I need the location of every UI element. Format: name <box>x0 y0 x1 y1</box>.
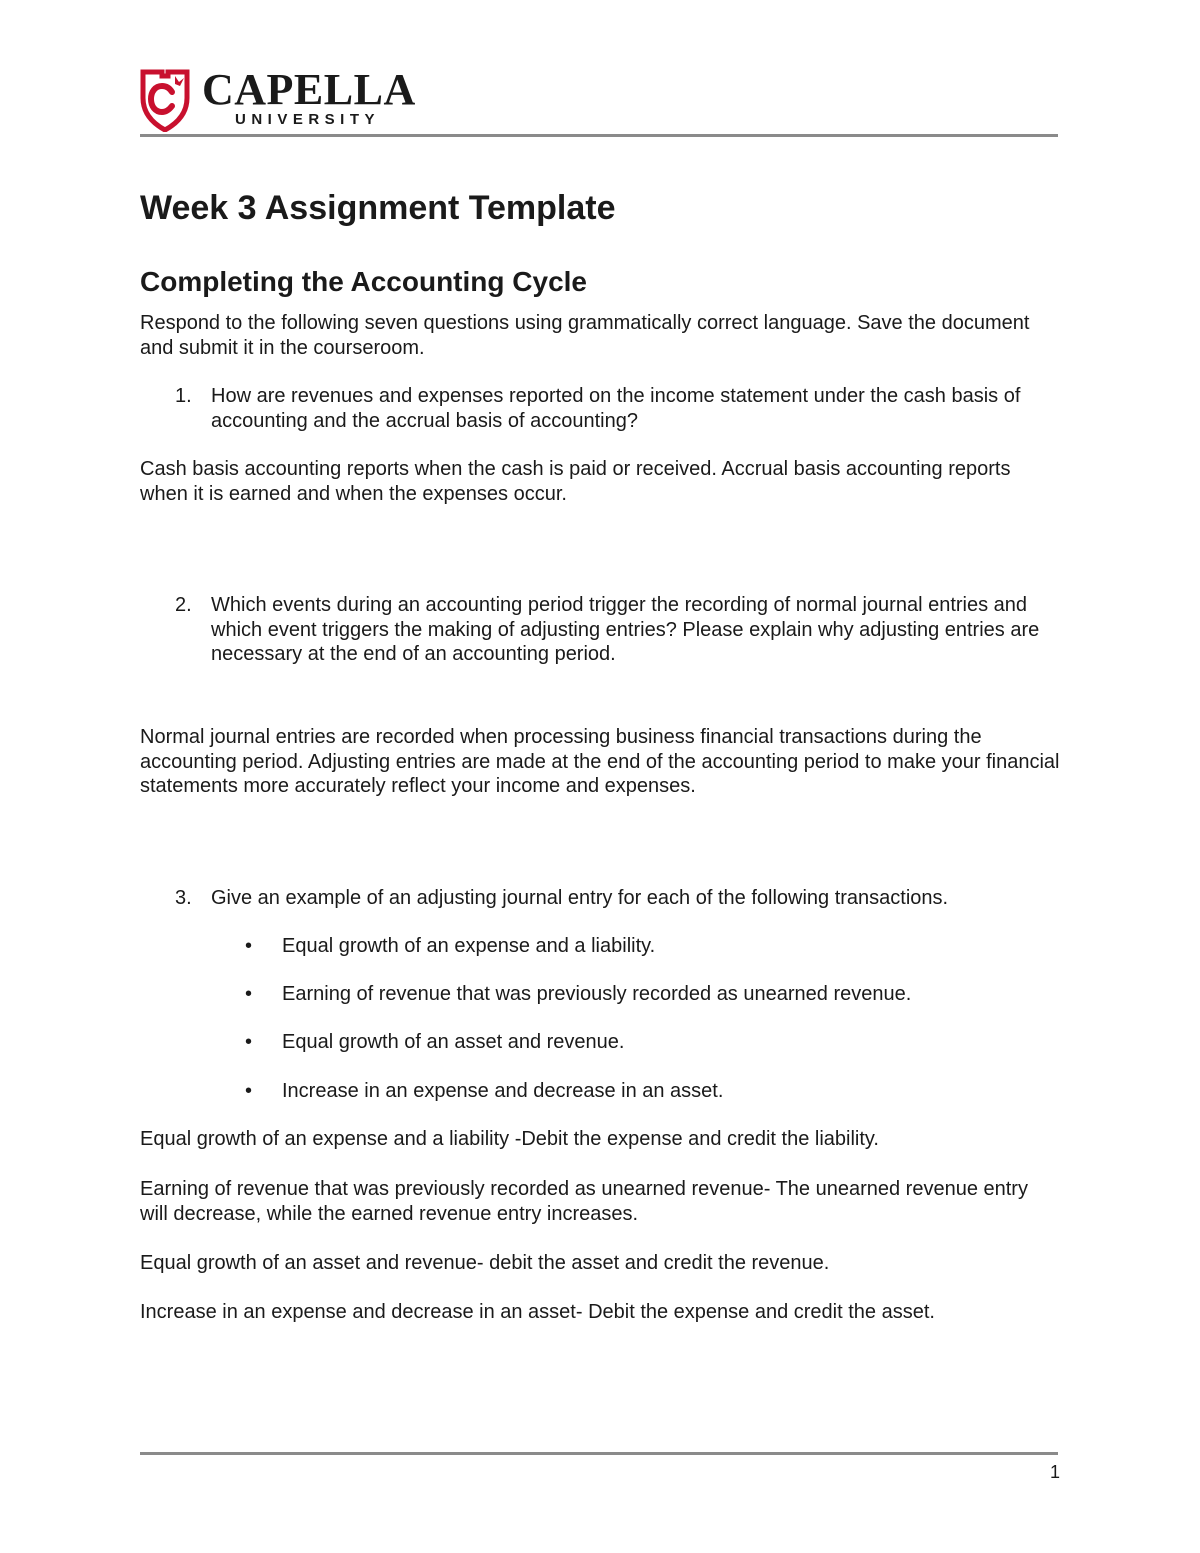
page-title: Week 3 Assignment Template <box>140 189 616 227</box>
answer-3d: Increase in an expense and decrease in an asset- Debit the expense and credit the asset. <box>140 1301 935 1323</box>
answer-2: Normal journal entries are recorded when processing business financial transactions during the accounting period. Adjusting entries are made at the end of the accounting period to make your financial statements more accurately reflect your income and expenses. <box>140 726 1060 797</box>
question-number: 2. <box>175 594 192 616</box>
question-number: 1. <box>175 385 192 407</box>
section-title: Completing the Accounting Cycle <box>140 266 587 297</box>
question-text: How are revenues and expenses reported on the income statement under the cash basis of accounting and the accrual basis of accounting? <box>211 385 1021 432</box>
list-item-text: Increase in an expense and decrease in an asset. <box>282 1080 724 1102</box>
shield-icon <box>140 68 190 132</box>
bullet-icon: • <box>245 935 253 957</box>
list-item-text: Earning of revenue that was previously recorded as unearned revenue. <box>282 983 912 1005</box>
capella-logo <box>140 65 440 132</box>
answer-1: Cash basis accounting reports when the cash is paid or received. Accrual basis accounting reports when it is earned and when the expenses occur. <box>140 458 1011 505</box>
question-text: Give an example of an adjusting journal entry for each of the following transactions. <box>211 887 949 909</box>
bullet-icon: • <box>245 1080 253 1102</box>
header-divider <box>140 134 1058 137</box>
answer-3b: Earning of revenue that was previously recorded as unearned revenue- The unearned revenue entry will decrease, while the earned revenue entry increases. <box>140 1178 1028 1225</box>
bullet-icon: • <box>245 983 253 1005</box>
intro-paragraph: Respond to the following seven questions using grammatically correct language. Save the document and submit it in the courseroom. <box>140 312 1030 359</box>
bullet-icon: • <box>245 1031 253 1053</box>
question-text: Which events during an accounting period trigger the recording of normal journal entries and which event triggers the making of adjusting entries? Please explain why adjusting entries are necessary at the end of an accounting period. <box>211 594 1040 665</box>
page-number: 1 <box>1049 1462 1060 1482</box>
answer-3a: Equal growth of an expense and a liability -Debit the expense and credit the liability. <box>140 1128 879 1150</box>
list-item-text: Equal growth of an asset and revenue. <box>282 1031 625 1053</box>
answer-3c: Equal growth of an asset and revenue- debit the asset and credit the revenue. <box>140 1252 830 1274</box>
logo-subtitle: UNIVERSITY <box>235 111 381 128</box>
footer-divider <box>140 1452 1058 1455</box>
question-number: 3. <box>175 887 192 909</box>
logo-wordmark: CAPELLA <box>202 65 416 114</box>
list-item-text: Equal growth of an expense and a liability. <box>282 935 656 957</box>
